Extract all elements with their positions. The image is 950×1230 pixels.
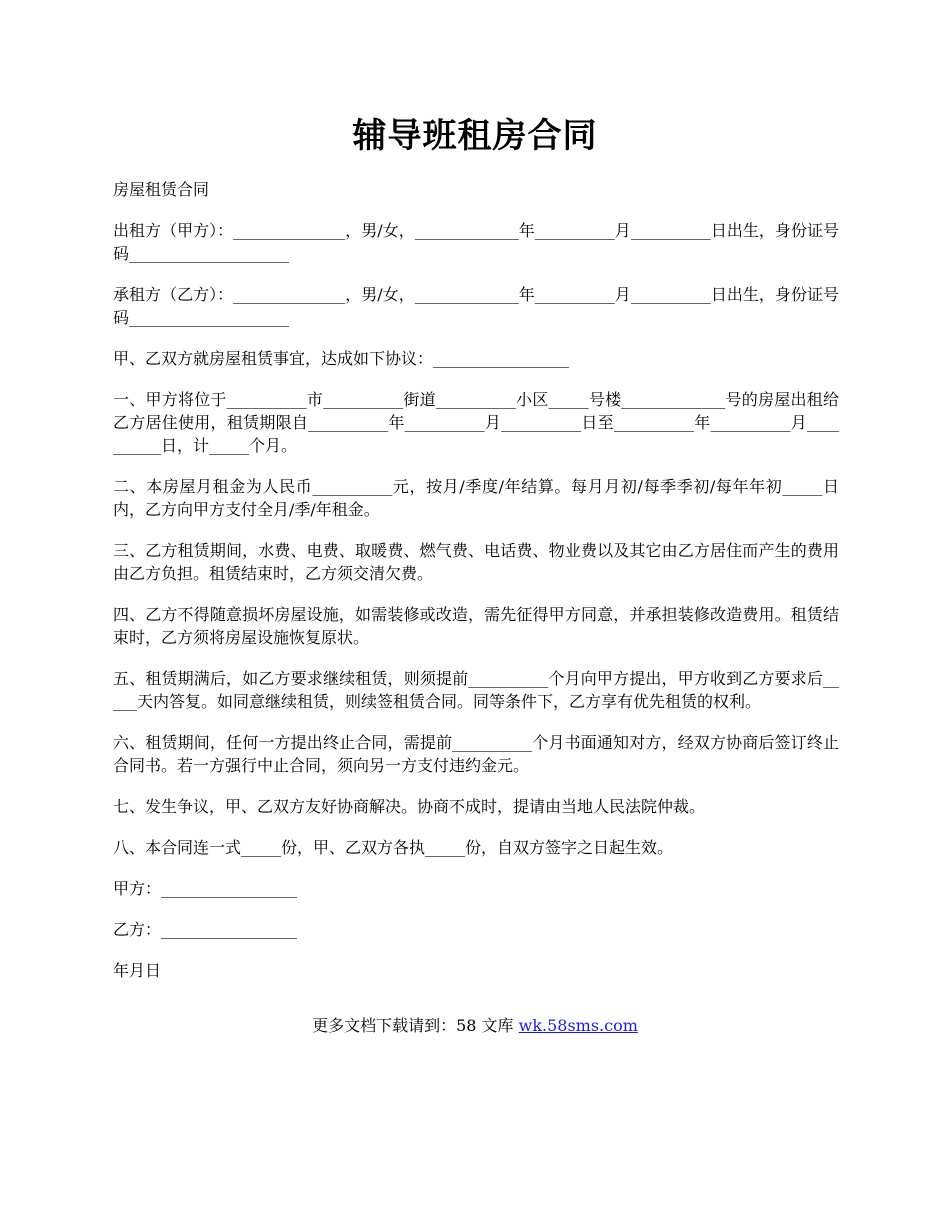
document-body <box>113 178 839 1000</box>
clause-7-paragraph: 七、发生争议，甲、乙双方友好协商解决。协商不成时，提请由当地人民法院仲裁。 <box>113 797 706 816</box>
agreement-intro-paragraph: 甲、乙双方就房屋租赁事宜，达成如下协议：_________________ <box>113 349 570 368</box>
clause-3-paragraph: 三、乙方租赁期间，水费、电费、取暖费、燃气费、电话费、物业费以及其它由乙方居住而产生的费用由乙方负担。租赁结束时，乙方须交清欠费。 <box>113 541 839 583</box>
lessor-info-paragraph: 出租方（甲方）：______________，男/女，_____________年__________月__________日出生，身份证号码____________________ <box>113 221 839 263</box>
clause-6-paragraph: 六、租赁期间，任何一方提出终止合同，需提前__________个月书面通知对方，经双方协商后签订终止合同书。若一方强行中止合同，须向另一方支付违约金元。 <box>113 733 839 775</box>
date-line: 年月日 <box>113 961 162 980</box>
document-subtitle: 房屋租赁合同 <box>113 180 210 199</box>
clause-1-paragraph: 一、甲方将位于__________市__________街道__________小区_____号楼_____________号的房屋出租给乙方居住使用，租赁期限自__________年__________月__________日至__________年__________月__________日，计_____个月。 <box>113 390 839 455</box>
lessee-info-paragraph: 承租方（乙方）：______________，男/女，_____________年__________月__________日出生，身份证号码____________________ <box>113 285 839 327</box>
clause-2-paragraph: 二、本房屋月租金为人民币__________元，按月/季度/年结算。每月月初/每季季初/每年年初_____日内，乙方向甲方支付全月/季/年租金。 <box>113 477 839 519</box>
footer <box>0 1014 950 1037</box>
party-a-signature-line: 甲方：_________________ <box>113 879 298 898</box>
clause-8-paragraph: 八、本合同连一式_____份，甲、乙双方各执_____份，自双方签字之日起生效。 <box>113 838 674 857</box>
clause-4-paragraph: 四、乙方不得随意损坏房屋设施，如需装修或改造，需先征得甲方同意，并承担装修改造费用。租赁结束时，乙方须将房屋设施恢复原状。 <box>113 605 839 647</box>
party-b-signature-line: 乙方：_________________ <box>113 920 298 939</box>
footer-link[interactable]: wk.58sms.com <box>518 1016 638 1035</box>
document-title: 辅导班租房合同 <box>352 116 598 156</box>
clause-5-paragraph: 五、租赁期满后，如乙方要求继续租赁，则须提前__________个月向甲方提出，甲方收到乙方要求后_____天内答复。如同意继续租赁，则续签租赁合同。同等条件下，乙方享有优先租赁的权利。 <box>113 669 839 711</box>
footer-text: 更多文档下载请到：58 文库 <box>312 1016 519 1035</box>
